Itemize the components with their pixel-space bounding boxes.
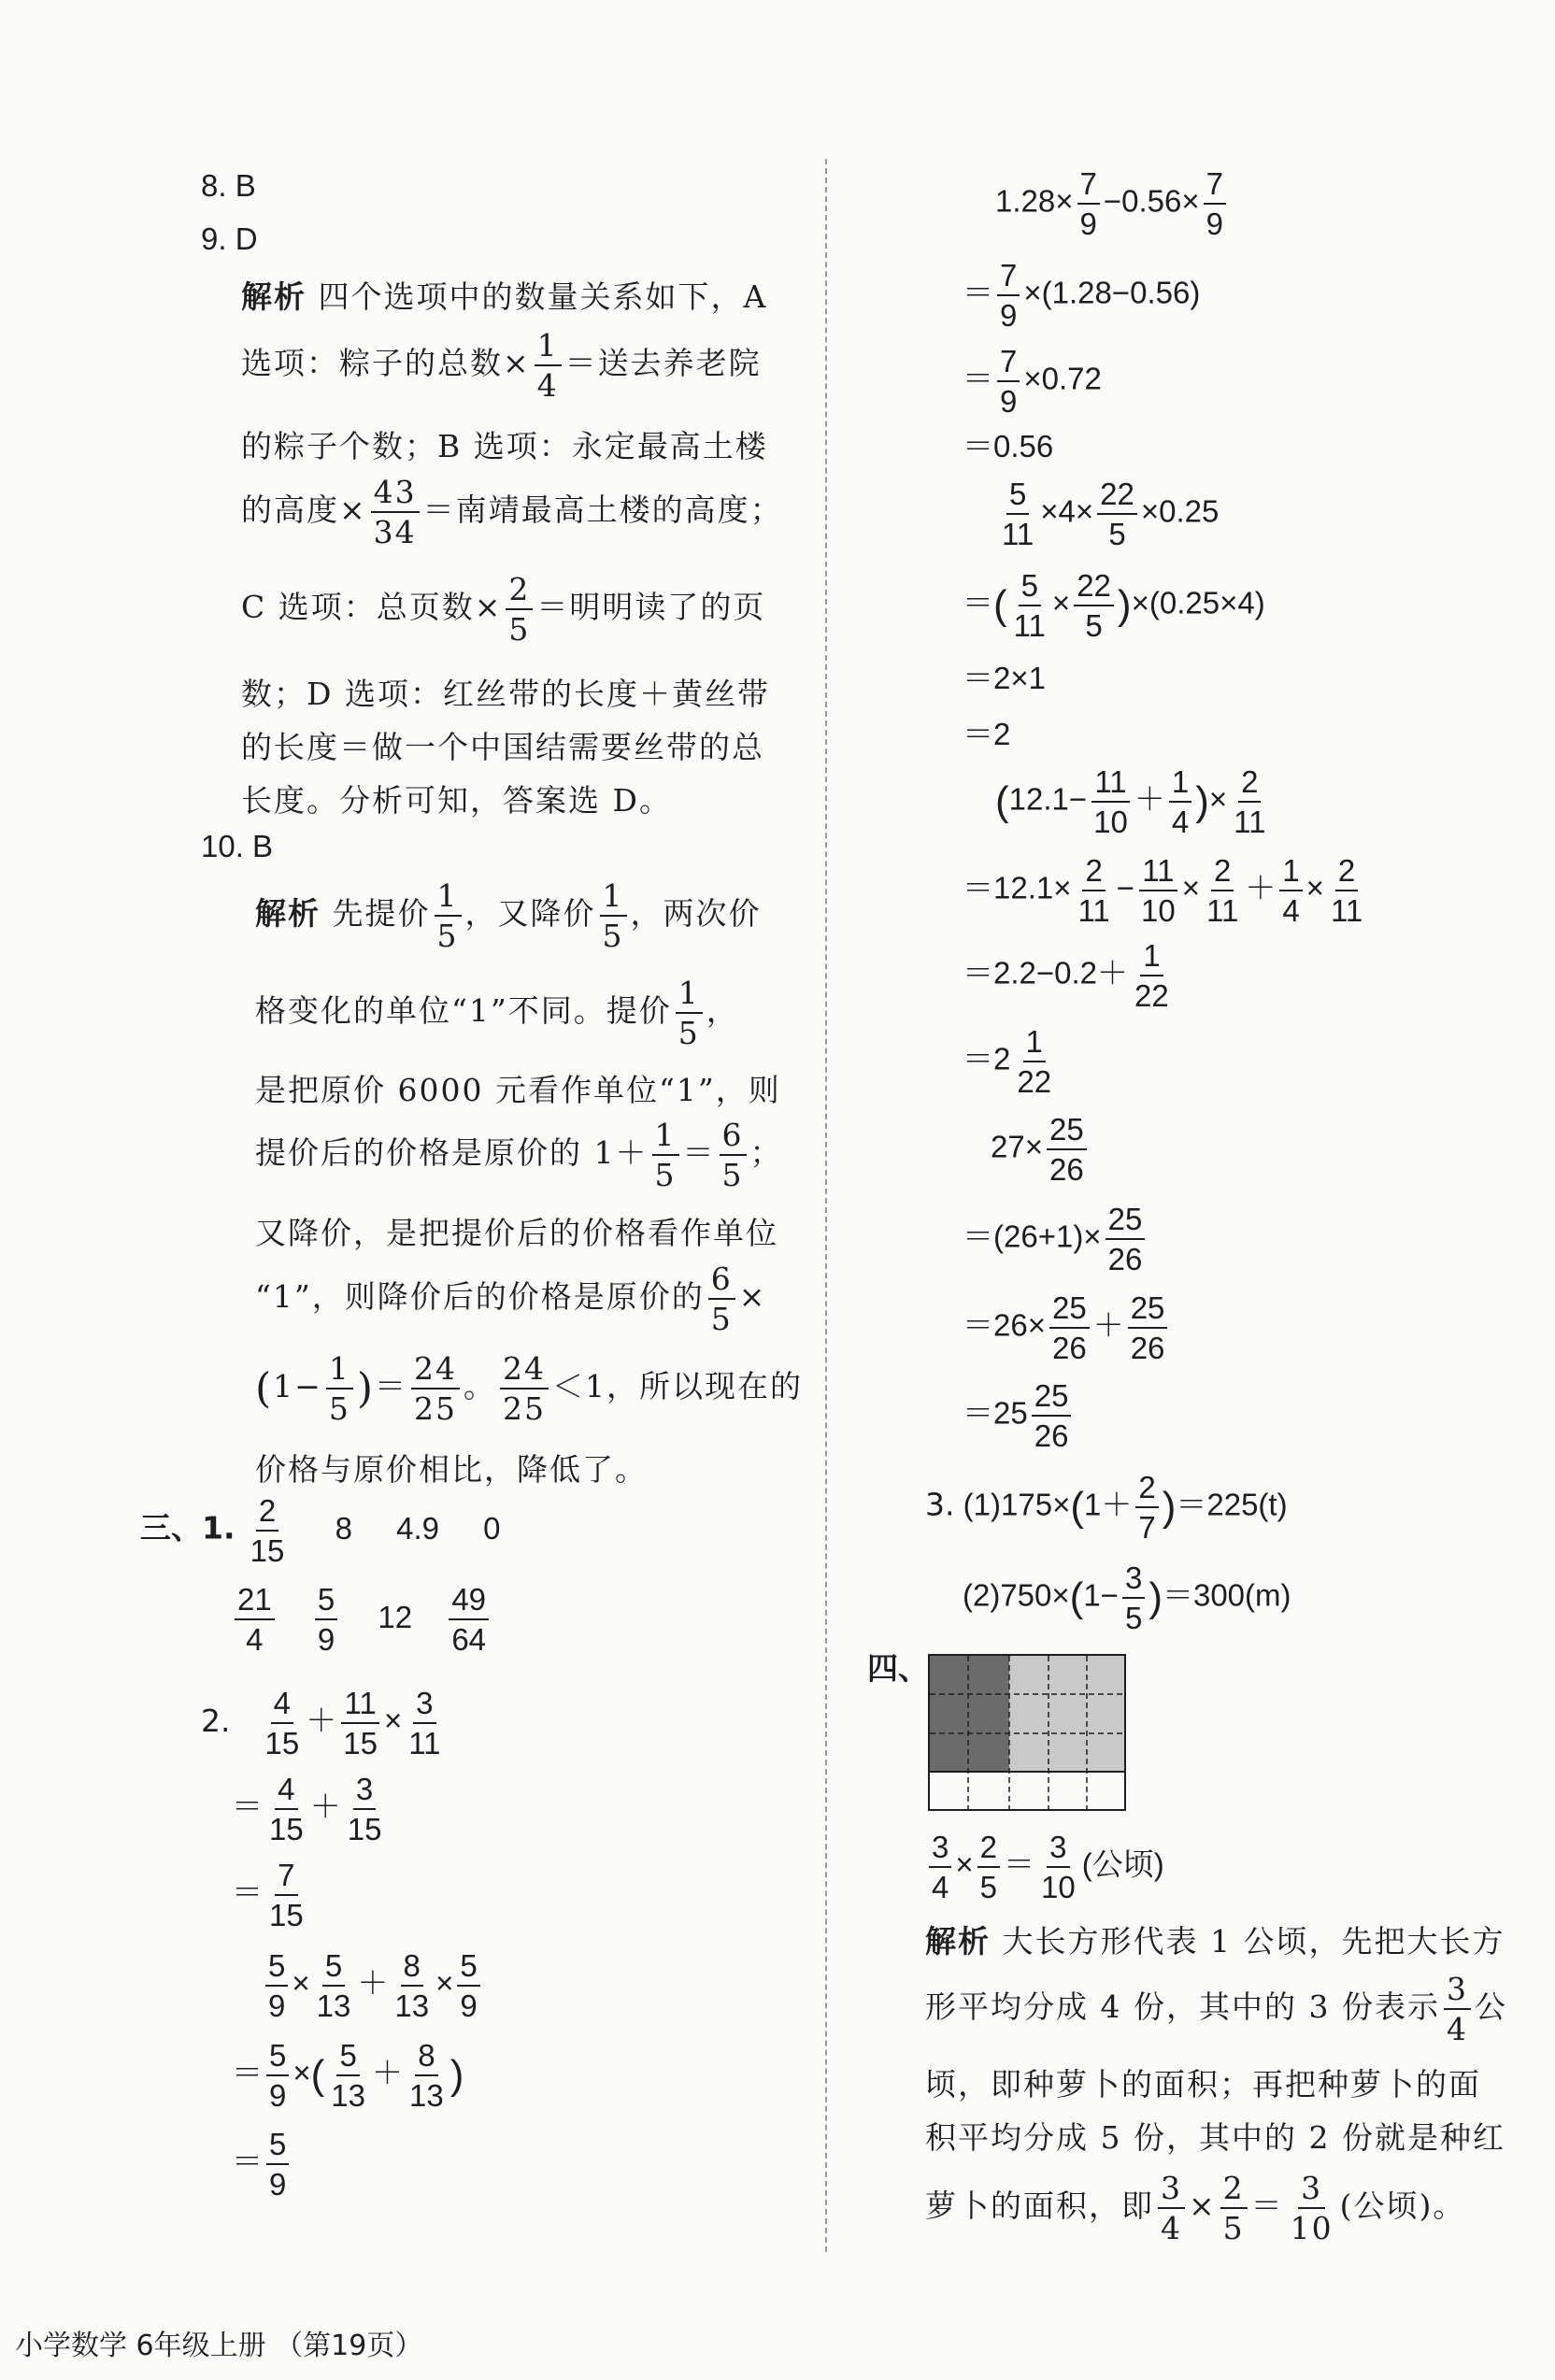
numerator: 3 — [353, 1774, 376, 1810]
calc-2-line5: ＝ $\frac{5}{9}$ ×( $\frac{5}{13}$ ＋ $\frac{8}{13}$ ) — [232, 2038, 464, 2113]
denominator: 26 — [1034, 1418, 1069, 1453]
denominator: 5 — [1108, 517, 1126, 551]
denominator: 5 — [654, 1157, 677, 1193]
fraction — [1220, 2170, 1248, 2246]
denominator: 15 — [347, 1812, 382, 1846]
numerator: 5 — [336, 2040, 359, 2076]
fraction — [1279, 855, 1302, 926]
fraction — [1204, 855, 1241, 926]
ex-line1: 解析 大长方形代表 1 公顷，先把大长方 — [925, 1923, 1505, 1960]
q9-line3: 的粽子个数；B 选项：永定最高土楼 — [241, 428, 768, 464]
denominator: 10 — [1041, 1870, 1076, 1904]
fraction — [1038, 1831, 1078, 1903]
calc-r4: ＝0.56 — [963, 429, 1054, 463]
numerator: 3 — [413, 1688, 435, 1724]
numerator: 2 — [256, 1495, 278, 1532]
denominator: 13 — [331, 2078, 366, 2113]
numerator: 2 — [1082, 855, 1105, 891]
calc-2-line2: ＝ $\frac{4}{15}$ ＋ $\frac{3}{15}$ — [232, 1774, 388, 1845]
fraction — [500, 1350, 549, 1427]
fraction — [1091, 766, 1131, 837]
q10-line6: “1”，则降价后的价格是原价的 $\frac{6}{5}$ × — [255, 1261, 767, 1337]
numerator: 7 — [1077, 168, 1100, 205]
numerator: 2 — [977, 1831, 1000, 1868]
numerator: 11 — [341, 1688, 378, 1724]
column-divider — [825, 159, 827, 2252]
fraction — [435, 877, 462, 954]
calc-r9: (12.1− $\frac{11}{10}$ ＋ $\frac{1}{4}$ )× $\frac{2}{11}$ — [995, 766, 1272, 837]
denominator: 4 — [246, 1622, 264, 1657]
fraction — [1011, 570, 1049, 641]
numerator: 5 — [265, 1950, 288, 1987]
numerator: 5 — [315, 1584, 337, 1620]
fraction — [457, 1950, 479, 2021]
numerator: 7 — [997, 346, 1020, 382]
fraction — [449, 1584, 489, 1655]
numerator: 2 — [1135, 1472, 1158, 1508]
fraction — [340, 1688, 380, 1759]
fraction — [265, 1950, 288, 2021]
numerator: 6 — [720, 1119, 747, 1156]
q9-line4: 的高度× $\frac{43}{34}$ ＝南靖最高土楼的高度； — [241, 474, 783, 550]
denominator: 9 — [1205, 207, 1223, 241]
fraction — [1074, 570, 1114, 641]
fraction — [652, 1117, 679, 1193]
q10-line4: 提价后的价格是原价的 1＋ $\frac{1}{5}$ ＝ $\frac{6}{5}$ ； — [255, 1117, 783, 1193]
fraction — [266, 1860, 307, 1931]
calc-r12: ＝2 $\frac{1}{22}$ — [963, 1026, 1058, 1097]
denominator: 5 — [710, 1301, 733, 1337]
fraction — [411, 1350, 460, 1427]
denominator: 9 — [1000, 384, 1018, 419]
denominator: 4 — [1446, 2011, 1468, 2047]
calc-r11: ＝2.2−0.2＋ $\frac{1}{22}$ — [963, 940, 1176, 1011]
q10-line1: 解析 先提价 $\frac{1}{5}$ ，又降价 $\frac{1}{5}$ ，两次价 — [255, 877, 762, 954]
shaded-red-radish-area — [930, 1656, 1009, 1772]
fraction — [345, 1774, 385, 1845]
numerator: 25 — [1047, 1114, 1087, 1150]
fraction — [1122, 1562, 1145, 1633]
q9-line8: 长度。分析可知，答案选 D。 — [241, 782, 672, 819]
fraction — [266, 1774, 307, 1845]
fraction — [406, 1688, 443, 1759]
fraction — [708, 1261, 735, 1337]
denominator: 9 — [268, 1988, 286, 2023]
shaded-radish-area — [1009, 1656, 1124, 1772]
calc-r13: 27× $\frac{25}{26}$ — [991, 1114, 1091, 1185]
numerator: 6 — [708, 1263, 735, 1300]
denominator: 26 — [1130, 1331, 1165, 1365]
denominator: 11 — [1002, 517, 1034, 551]
denominator: 9 — [1079, 207, 1097, 241]
denominator: 26 — [1051, 1331, 1087, 1365]
calc-2-line6: ＝ $\frac{5}{9}$ — [232, 2129, 292, 2200]
calc-r6: ＝( $\frac{5}{11}$ × $\frac{22}{5}$ )×(0.25×4) — [963, 568, 1265, 643]
denominator: 5 — [1124, 1601, 1143, 1635]
fraction — [1076, 855, 1113, 926]
denominator: 4 — [536, 367, 559, 404]
denominator: 5 — [678, 1015, 700, 1051]
fraction — [1097, 478, 1137, 549]
fraction — [248, 1495, 288, 1566]
numerator: 3 — [1444, 1974, 1471, 2010]
answer-10: 10. B — [201, 829, 274, 863]
numerator: 3 — [1298, 2173, 1325, 2209]
calc-r7: ＝2×1 — [963, 661, 1046, 695]
fraction — [235, 1584, 275, 1655]
denominator: 5 — [1222, 2210, 1245, 2246]
numerator: 21 — [235, 1584, 275, 1620]
numerator: 1 — [600, 880, 627, 917]
numerator: 25 — [1128, 1292, 1168, 1329]
fraction — [266, 2040, 289, 2111]
fraction — [1032, 1380, 1072, 1451]
fraction — [1077, 168, 1100, 239]
section-4-label: 四、 — [867, 1650, 929, 1687]
fraction — [1128, 1292, 1168, 1363]
fraction — [720, 1117, 747, 1193]
numerator: 2 — [1220, 2173, 1248, 2209]
numerator: 5 — [322, 1950, 345, 1987]
numerator: 11 — [1091, 766, 1129, 803]
denominator: 11 — [1077, 893, 1110, 928]
denominator: 64 — [451, 1622, 487, 1657]
numerator: 5 — [457, 1950, 479, 1987]
numerator: 25 — [1106, 1204, 1146, 1240]
denominator: 5 — [508, 611, 531, 648]
numerator: 7 — [275, 1860, 297, 1896]
denominator: 25 — [414, 1390, 457, 1427]
numerator: 2 — [506, 574, 533, 610]
calc-r15: ＝26× $\frac{25}{26}$ ＋ $\frac{25}{26}$ — [963, 1292, 1171, 1363]
fraction — [1049, 1292, 1090, 1363]
fraction — [1158, 2170, 1185, 2246]
denominator: 11 — [1206, 893, 1239, 928]
numerator: 7 — [997, 260, 1020, 296]
denominator: 5 — [721, 1157, 744, 1193]
denominator: 9 — [269, 2078, 287, 2113]
calc-r14: ＝(26+1)× $\frac{25}{26}$ — [963, 1204, 1148, 1275]
fraction — [1204, 168, 1226, 239]
numerator: 1 — [326, 1353, 353, 1390]
fraction — [999, 478, 1036, 549]
q10-line3: 是把原价 6000 元看作单位“1”，则 — [255, 1072, 781, 1108]
calc-r5: $\frac{5}{11}$ ×4× $\frac{22}{5}$ ×0.25 — [995, 478, 1219, 549]
fraction — [407, 2040, 447, 2111]
denominator: 15 — [269, 1812, 304, 1846]
denominator: 4 — [1282, 893, 1300, 928]
denominator: 5 — [436, 918, 459, 954]
denominator: 9 — [317, 1622, 335, 1657]
fraction — [600, 877, 627, 954]
fraction — [315, 1584, 337, 1655]
denominator: 34 — [373, 514, 417, 550]
numerator: 5 — [266, 2040, 289, 2076]
fraction — [1231, 766, 1268, 837]
denominator: 13 — [316, 1988, 351, 2023]
calc-r3: ＝ $\frac{7}{9}$ ×0.72 — [963, 344, 1102, 419]
denominator: 25 — [503, 1390, 546, 1427]
fraction — [266, 2129, 289, 2200]
denominator: 13 — [394, 1988, 430, 2023]
fraction — [1135, 1472, 1158, 1543]
calc-r16: ＝25 $\frac{25}{26}$ — [963, 1380, 1075, 1451]
denominator: 5 — [1085, 608, 1103, 643]
numerator: 4 — [275, 1774, 297, 1810]
numerator: 1 — [1279, 855, 1302, 891]
fraction — [506, 571, 533, 648]
fraction — [1106, 1204, 1146, 1275]
numerator: 7 — [1204, 168, 1226, 205]
numerator: 2 — [1238, 766, 1261, 803]
numerator: 2 — [1335, 855, 1358, 891]
denominator: 26 — [1107, 1242, 1143, 1276]
area-grid-figure — [928, 1654, 1126, 1811]
answer-8: 8. B — [201, 168, 256, 203]
denominator: 10 — [1290, 2210, 1334, 2246]
numerator: 22 — [1074, 570, 1114, 606]
area-grid-svg — [930, 1656, 1124, 1809]
numerator: 5 — [1006, 478, 1029, 515]
fraction — [929, 1831, 951, 1903]
numerator: 8 — [415, 2040, 437, 2076]
numerator: 1 — [1169, 766, 1191, 803]
numerator: 8 — [401, 1950, 423, 1987]
numerator: 3 — [1158, 2173, 1185, 2209]
numerator: 1 — [676, 977, 703, 1014]
fraction — [314, 1950, 354, 2021]
calc-r1: 1.28× $\frac{7}{9}$ −0.56× $\frac{7}{9}$ — [995, 168, 1230, 239]
q9-line1: 解析 四个选项中的数量关系如下，A — [241, 278, 768, 315]
answer-9: 9. D — [201, 221, 258, 256]
fraction — [997, 260, 1020, 331]
ex-line5: 萝卜的面积，即 $\frac{3}{4}$ × $\frac{2}{5}$ ＝ $\frac{3}{10}$ (公顷)。 — [925, 2170, 1466, 2246]
numerator: 2 — [1211, 855, 1234, 891]
denominator: 11 — [1013, 608, 1046, 643]
numerator: 5 — [266, 2129, 289, 2165]
fraction — [676, 975, 703, 1051]
numerator: 1 — [435, 880, 462, 917]
ex-line4: 积平均分成 5 份，其中的 2 份就是种红 — [925, 2119, 1505, 2156]
fraction — [1444, 1971, 1471, 2047]
denominator: 9 — [269, 2167, 287, 2202]
numerator: 11 — [1139, 855, 1177, 891]
fraction — [1132, 940, 1172, 1011]
q10-line7: (1− $\frac{1}{5}$ )＝ $\frac{24}{25}$ 。 $\frac{24}{25}$ ＜1，所以现在的 — [255, 1350, 803, 1427]
area-answer: $\frac{3}{4}$ × $\frac{2}{5}$ ＝ $\frac{3}{10}$ (公顷) — [925, 1831, 1164, 1903]
numerator: 24 — [500, 1353, 549, 1390]
denominator: 4 — [1171, 805, 1190, 839]
denominator: 15 — [264, 1726, 300, 1760]
calc-r8: ＝2 — [963, 717, 1011, 751]
numerator: 3 — [929, 1831, 951, 1868]
section-3-row2: $\frac{21}{4}$ $\frac{5}{9}$ 12 $\frac{49}{64}$ — [231, 1584, 492, 1655]
calc-2-line4: $\frac{5}{9}$ × $\frac{5}{13}$ ＋ $\frac{8}{13}$ × $\frac{5}{9}$ — [262, 1950, 484, 2021]
fraction — [1138, 855, 1178, 926]
ex-line2: 形平均分成 4 份，其中的 3 份表示 $\frac{3}{4}$ 公 — [925, 1971, 1507, 2047]
calc-2-line1: 2. $\frac{4}{15}$ ＋ $\frac{11}{15}$ × $\frac{3}{11}$ — [201, 1688, 447, 1759]
fraction — [977, 1831, 1000, 1903]
fraction — [1047, 1114, 1087, 1185]
fraction — [371, 474, 420, 550]
fraction — [326, 1350, 353, 1427]
denominator: 7 — [1138, 1510, 1156, 1545]
denominator: 11 — [1234, 805, 1266, 839]
numerator: 24 — [411, 1353, 460, 1390]
q3-part2: (2)750×(1− $\frac{3}{5}$ )＝300(m) — [963, 1561, 1291, 1635]
denominator: 4 — [932, 1870, 949, 1904]
fraction — [328, 2040, 368, 2111]
fraction — [263, 1688, 303, 1759]
denominator: 5 — [602, 918, 624, 954]
numerator: 3 — [1122, 1562, 1145, 1599]
fraction — [1169, 766, 1191, 837]
q9-line2: 选项：粽子的总数× $\frac{1}{4}$ ＝送去养老院 — [241, 327, 762, 404]
denominator: 22 — [1017, 1064, 1052, 1099]
numerator: 22 — [1097, 478, 1137, 515]
q10-line5: 又降价，是把提价后的价格看作单位 — [255, 1215, 778, 1251]
denominator: 26 — [1049, 1152, 1084, 1187]
denominator: 5 — [328, 1390, 350, 1427]
q10-line8: 价格与原价相比，降低了。 — [255, 1451, 648, 1488]
jiexi-label: 解析 — [241, 278, 307, 315]
q3-part1: 3. (1)175×(1＋ $\frac{2}{7}$ )＝225(t) — [925, 1470, 1288, 1545]
fraction — [1288, 2170, 1336, 2246]
numerator: 4 — [271, 1688, 293, 1724]
numerator: 1 — [1140, 940, 1163, 976]
numerator: 5 — [1019, 570, 1041, 606]
fraction — [997, 346, 1020, 417]
numerator: 25 — [1049, 1292, 1090, 1329]
numerator: 43 — [371, 477, 420, 513]
denominator: 15 — [269, 1898, 304, 1932]
q9-line7: 的长度＝做一个中国结需要丝带的总 — [241, 729, 764, 765]
fraction — [535, 327, 562, 404]
page-footer: 小学数学 6年级上册 （第19页） — [15, 2330, 423, 2362]
denominator: 11 — [1330, 893, 1363, 928]
section-3-row1: 三、1. $\frac{2}{15}$ 8 4.9 0 — [140, 1493, 501, 1568]
denominator: 5 — [979, 1870, 997, 1904]
q9-line6: 数；D 选项：红丝带的长度＋黄丝带 — [241, 676, 770, 712]
denominator: 9 — [1000, 298, 1018, 333]
numerator: 1 — [535, 330, 562, 366]
denominator: 10 — [1093, 805, 1128, 839]
numerator: 25 — [1032, 1380, 1072, 1417]
calc-2-line3: ＝ $\frac{7}{15}$ — [232, 1860, 310, 1931]
q9-line5: C 选项：总页数× $\frac{2}{5}$ ＝明明读了的页 — [241, 571, 766, 648]
numerator: 3 — [1047, 1831, 1069, 1868]
ex-line3: 顷，即种萝卜的面积；再把种萝卜的面 — [925, 2066, 1481, 2102]
fraction — [392, 1950, 432, 2021]
numerator: 1 — [1023, 1026, 1046, 1062]
denominator: 10 — [1141, 893, 1176, 928]
calc-r2: ＝ $\frac{7}{9}$ ×(1.28−0.56) — [963, 258, 1201, 333]
denominator: 11 — [408, 1726, 441, 1760]
denominator: 22 — [1134, 978, 1169, 1013]
q10-line2: 格变化的单位“1”不同。提价 $\frac{1}{5}$ ， — [255, 975, 739, 1051]
denominator: 13 — [409, 2078, 444, 2113]
numerator: 1 — [652, 1119, 679, 1156]
fraction — [1014, 1026, 1054, 1097]
denominator: 15 — [250, 1533, 285, 1568]
numerator: 49 — [449, 1584, 489, 1620]
fraction — [1328, 855, 1365, 926]
denominator: 4 — [1161, 2210, 1182, 2246]
denominator: 15 — [343, 1726, 378, 1760]
calc-r10: ＝12.1× $\frac{2}{11}$ − $\frac{11}{10}$ × $\frac{2}{11}$ ＋ $\frac{1}{4}$ × $\frac{2}{11}$ — [963, 855, 1369, 926]
denominator: 9 — [460, 1988, 478, 2023]
